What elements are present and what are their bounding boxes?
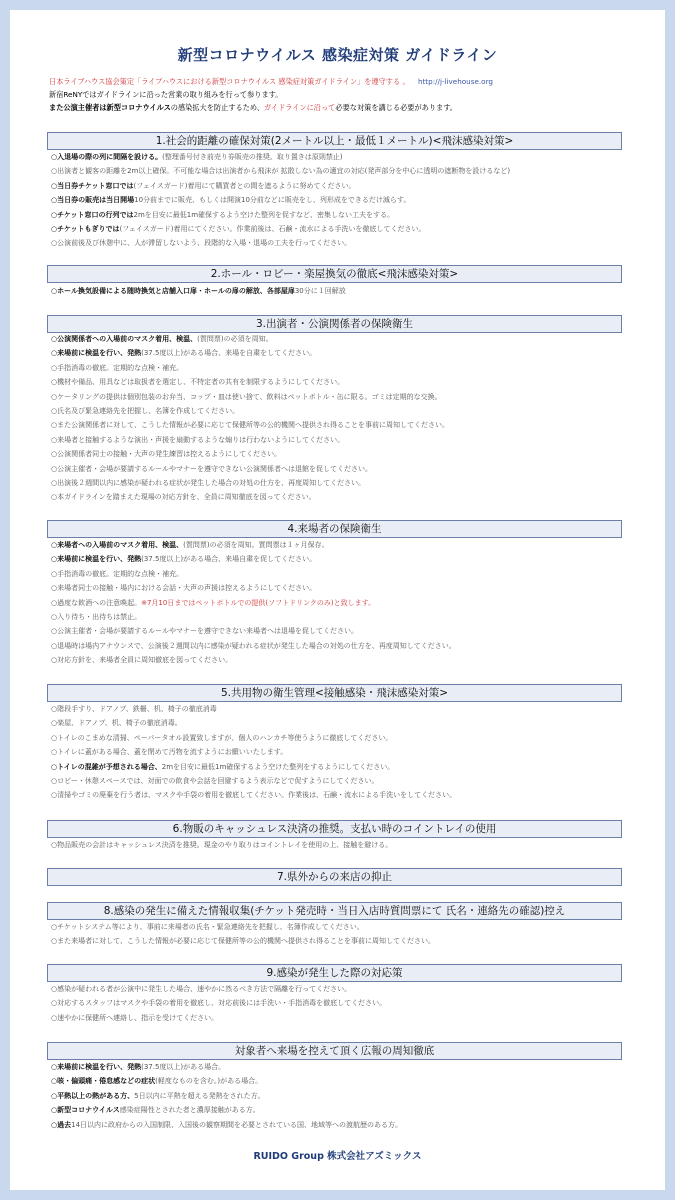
item-text: 2mを目安に最低1m確保するよう空けた整列を促すなど、密集しない工夫をする。 [133,210,395,219]
item-text: (整理番号付き前売り券販売の推奨。取り置きは原則禁止) [162,153,343,161]
item-text: (質問票)の必須を周知。質問票は１ヶ月保存。 [183,541,329,549]
section-items [51,702,631,803]
section-heading: 7.県外からの来店の抑止 [47,868,622,886]
item-emphasis: ○平熱以上の熱がある方、 [51,1091,135,1100]
item-emphasis: ○来場前に検温を行い、発熱 [51,1063,142,1071]
section-heading: 6.物販のキャッシュレス決済の推奨。支払い時のコイントレイの使用 [47,820,622,838]
list-item [51,581,631,595]
list-item [51,716,631,730]
item-text: ○トイレに蓋がある場合、蓋を閉めて汚物を流すようにお願いいたします。 [51,748,288,757]
item-text: ○また公演関係者に対して、こうした情報が必要に応じて保健所等の公的機関へ提供され得ることを事前に周知してください。 [51,421,449,430]
list-item [51,179,631,193]
list-item [51,788,631,802]
item-text: 2mを目安に最低1m確保するよう空けた整列をするようにしてください。 [161,762,395,771]
list-item [51,361,631,375]
item-text: ○感染が疑われる者が公演中に発生した場合、速やかに然るべき方法で隔離を行ってください。 [51,985,352,993]
list-item [51,284,631,298]
item-text: 30分に１回解放 [294,287,346,295]
item-text: ○物品販売の会計はキャッシュレス決済を推奨。現金のやり取りはコイントレイを使用の上、接触を避ける。 [51,841,393,849]
section-heading: 5.共用物の衛生管理<接触感染・飛沫感染対策> [47,684,622,702]
list-item [51,1060,631,1074]
list-item [51,1118,631,1132]
section-items [51,284,631,298]
item-text: (37.5度以上)がある場合。 [141,1063,226,1071]
item-text: ○来場者と接触するような演出・声援を扇動するような煽りは行わないようにしてください。 [51,435,345,444]
list-item [51,208,631,222]
item-text: ○出演者と観客の距離を2m以上確保。不可能な場合は出演者から飛沫が 拡散しない為の適宜の対応(発声部分を中心に透明の遮断物を設けるなど) [51,167,511,176]
list-item [51,774,631,788]
list-item [51,222,631,236]
item-text: ○また来場者に対して、こうした情報が必要に応じて保健所等の公的機関へ提供され得ることを事前に周知してください。 [51,937,435,946]
item-text: ○ケータリングの提供は個別包装のお弁当、コップ・皿は使い捨て、飲料はペットボトル・缶に限る。ゴミは定期的な交換。 [51,392,442,401]
list-item [51,731,631,745]
item-emphasis: ○ホール換気設備による随時換気と店舗入口扉・ホールの扉の解放、各部屋扉 [51,287,295,295]
list-item [51,390,631,404]
list-item [51,624,631,638]
item-text: ○チケットシステム等により、事前に来場者の氏名・緊急連絡先を把握し、名簿作成してください。 [51,923,364,931]
item-emphasis: ○トイレの混雑が予想される場合、 [51,762,162,771]
section-items [51,150,631,251]
item-text: (軽度なものを含む。)がある場合。 [155,1077,263,1086]
item-text: ○公演主催者・会場が要請するルールやマナーを遵守できない来場者へは退場を促してください。 [51,627,358,636]
list-item [51,1103,631,1117]
section-heading: 3.出演者・公演関係者の保険衛生 [47,315,622,333]
item-emphasis: ○当日券チケット窓口では [51,181,134,190]
intro-block [49,75,639,114]
list-item [51,332,631,346]
list-item [51,476,631,490]
list-item [51,596,631,610]
list-item [51,538,631,552]
item-text: 感染症陽性とされた者と濃厚接触がある方。 [119,1106,260,1115]
item-text: ○対応するスタッフはマスクや手袋の着用を徹底し、対応前後には手洗い・手指消毒を徹底してください。 [51,999,387,1008]
list-item [51,567,631,581]
item-emphasis: ○公演関係者への入場前のマスク着用、検温、 [51,335,198,343]
item-text: ○階段手すり、ドアノブ、鉄柵、机、椅子の徹底消毒 [51,705,217,713]
list-item [51,760,631,774]
section-items [51,838,631,852]
item-text: ○速やかに保健所へ連絡し、指示を受けてください。 [51,1013,219,1022]
section-heading: 1.社会的距離の確保対策(2メートル以上・最低１メートル)<飛沫感染対策> [47,132,622,150]
intro-guideline-text: 日本ライブハウス協会策定「ライブハウスにおける新型コロナウイルス 感染症対策ガイドライン」を遵守する 。 [49,77,410,86]
list-item [51,404,631,418]
list-item [51,447,631,461]
list-item [51,236,631,250]
intro-url: http://j-livehouse.org [417,77,493,86]
item-text: (質問票)の必須を周知。 [197,335,273,343]
item-emphasis: ○咳・偏頭痛・倦怠感などの症状 [51,1077,156,1086]
item-emphasis: ○来場前に検温を行い、発熱 [51,555,142,564]
list-item [51,1074,631,1088]
list-item [51,610,631,624]
list-item [51,745,631,759]
document-title: 新型コロナウイルス 感染症対策 ガイドライン [177,46,498,64]
section-heading: 対象者へ来場を控えて頂く広報の周知徹底 [47,1042,622,1060]
item-text: ○本ガイドラインを踏まえた現場の対応方針を、全員に周知徹底を図ってください。 [51,493,316,502]
intro-line-1 [49,75,639,88]
list-item [51,164,631,178]
item-text: ○公演関係者同士の接触・大声の発生練習は控えるようにしてください。 [51,450,282,459]
intro-line-2: 新宿ReNYではガイドラインに沿った営業の取り組みを行って参ります。 [49,90,283,99]
list-item [51,418,631,432]
item-text: ○清掃やゴミの廃棄を行う者は、マスクや手袋の着用を徹底してください。作業後は、石鹸・流水による手洗いをしてください。 [51,791,457,800]
footer-company: RUIDO Group 株式会社アズミックス [253,1151,422,1162]
list-item [51,653,631,667]
item-emphasis: ○来場前に検温を行い、発熱 [51,349,142,358]
item-text: ○ロビー・休憩スペースでは、対面での飲食や会話を回避するよう表示などで促すようにしてください。 [51,777,379,786]
item-text: (37.5度以上)がある場合、来場自粛を促してください。 [141,555,317,564]
list-item [51,552,631,566]
list-item [51,375,631,389]
item-text: (フェイスガード)着用にてください。作業前後は、石鹸・流水による手洗いを徹底してください。 [119,225,426,234]
list-item [51,702,631,716]
section-heading: 9.感染が発生した際の対応策 [47,964,622,982]
list-item [51,934,631,948]
item-text: ○入り待ち・出待ちは禁止。 [51,613,142,622]
item-text: ○氏名及び緊急連絡先を把握し、名簿を作成してください。 [51,407,240,416]
list-item [51,150,631,164]
item-emphasis: ○チケット窓口の行列では [51,210,134,219]
item-text: ○来場者同士の接触・場内における会話・大声の声援は控えるようにしてください。 [51,584,317,593]
list-item [51,462,631,476]
item-text: ○手指消毒の徹底。定期的な点検・補充。 [51,363,184,372]
list-item [51,982,631,996]
item-text: 5日以内に平熱を超える発熱をされた方。 [134,1091,265,1100]
list-item [51,1011,631,1025]
item-text: ○手指消毒の徹底。定期的な点検・補充。 [51,569,184,578]
section-items [51,982,631,1025]
list-item [51,639,631,653]
item-note: ※7月10日まではペットボトルでの提供(ソフトドリンクのみ)と致します。 [141,598,376,607]
item-text: ○楽屋、ドアノブ、机、椅子の徹底消毒。 [51,719,182,728]
intro-line-3: また公演主催者は新型コロナウイルスの感染拡大を防止するため、ガイドラインに沿って必要な対策を講じる必要があります。 [49,103,457,112]
list-item [51,838,631,852]
section-items [51,1060,631,1132]
list-item [51,433,631,447]
item-text: ○公演前後及び休憩中に、人が滞留しないよう、段階的な入場・退場の工夫を行ってください。 [51,239,352,248]
list-item [51,1089,631,1103]
item-text: ○対応方針を、来場者全員に周知徹底を図ってください。 [51,656,233,665]
item-text: (37.5度以上)がある場合、来場を自粛をしてください。 [141,349,317,358]
section-items [51,332,631,505]
section-heading: 2.ホール・ロビー・楽屋換気の徹底<飛沫感染対策> [47,265,622,283]
item-text: ○公演主催者・会場が要請するルールやマナーを遵守できない公演関係者へは退館を促してください。 [51,464,372,473]
list-item [51,996,631,1010]
item-text: ○過度な飲酒への注意喚起。 [51,598,142,607]
item-text: ○機材や備品、用具などは取扱者を選定し、不特定者の共有を制限するようにしてください。 [51,378,345,387]
list-item [51,346,631,360]
section-items [51,538,631,668]
item-text: 14日以内に政府からの入国制限、入国後の観察期間を必要とされている国、地域等への渡航歴のある方。 [71,1120,403,1129]
item-text: ○退場時は場内アナウンスで、公演後２週間以内に感染が疑われる症状が発生した場合の対処の仕方を、再度周知してください。 [51,641,456,650]
item-emphasis: ○当日券の販売は当日開場 [51,196,135,205]
item-text: (フェイスガード)着用にて購買者との間を遮るように努めてください。 [133,181,356,190]
list-item [51,490,631,504]
item-text: 10分前までに販売、もしくは開演10分前などに販売をし、列形成をできるだけ減らす。 [134,196,411,205]
section-items [51,920,631,949]
section-heading: 8.感染の発生に備えた情報収集(チケット発売時・当日入店時質問票にて 氏名・連絡先の確認)控え [47,902,622,920]
section-heading: 4.来場者の保険衛生 [47,520,622,538]
item-text: ○トイレのこまめな清掃、ペーパータオル設置致しますが、個人のハンカチ等使うように徹底してください。 [51,733,393,742]
list-item [51,193,631,207]
item-emphasis: ○新型コロナウイルス [51,1106,120,1115]
item-emphasis: ○入退場の際の列に間隔を設ける。 [51,153,163,161]
item-text: ○出演後２週間以内に感染が疑われる症状が発生した場合の対処の仕方を、再度周知してください。 [51,479,366,488]
item-emphasis: ○過去 [51,1120,72,1129]
item-emphasis: ○来場者への入場前のマスク着用、検温、 [51,541,184,549]
list-item [51,920,631,934]
item-emphasis: ○チケットもぎりでは [51,225,120,234]
